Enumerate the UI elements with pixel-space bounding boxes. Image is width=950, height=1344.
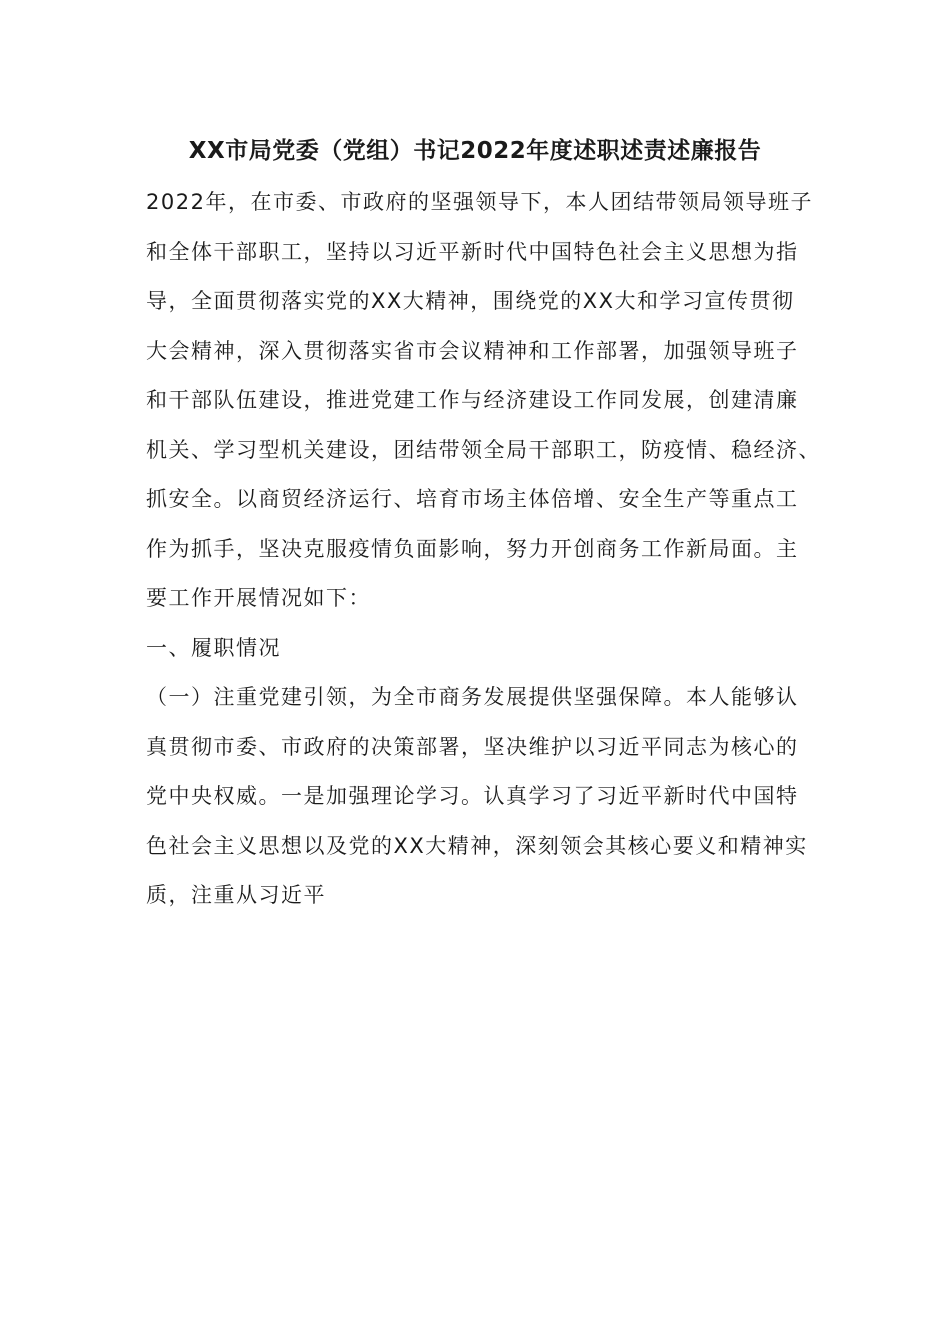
body-line: 真贯彻市委、市政府的决策部署，坚决维护以习近平同志为核心的 (146, 734, 799, 759)
body-line: 大会精神，深入贯彻落实省市会议精神和工作部署，加强领导班子 (146, 338, 799, 363)
body-line: （一）注重党建引领，为全市商务发展提供坚强保障。本人能够认 (146, 685, 799, 709)
section-heading: 一、履职情况 (146, 635, 281, 660)
body-line: 和干部队伍建设，推进党建工作与经济建设工作同发展，创建清廉 (146, 388, 799, 412)
body-line: 导，全面贯彻落实党的XX大精神，围绕党的XX大和学习宣传贯彻 (146, 289, 795, 313)
body-line: 抓安全。以商贸经济运行、培育市场主体倍增、安全生产等重点工 (146, 487, 799, 511)
body-line: 质，注重从习近平 (146, 883, 326, 907)
body-line: 2022年，在市委、市政府的坚强领导下，本人团结带领局领导班子 (146, 190, 813, 214)
body-line: 要工作开展情况如下： (146, 586, 371, 610)
body-line: 和全体干部职工，坚持以习近平新时代中国特色社会主义思想为指 (146, 239, 799, 264)
document-body (146, 178, 836, 921)
body-line: 机关、学习型机关建设，团结带领全局干部职工，防疫情、稳经济、 (146, 437, 821, 462)
body-line: 色社会主义思想以及党的XX大精神，深刻领会其核心要义和精神实 (146, 833, 808, 858)
body-line: 党中央权威。一是加强理论学习。认真学习了习近平新时代中国特 (146, 784, 799, 808)
document-title: XX市局党委（党组）书记2022年度述职述责述廉报告 (188, 138, 762, 164)
body-line: 作为抓手，坚决克服疫情负面影响，努力开创商务工作新局面。主 (146, 536, 799, 561)
